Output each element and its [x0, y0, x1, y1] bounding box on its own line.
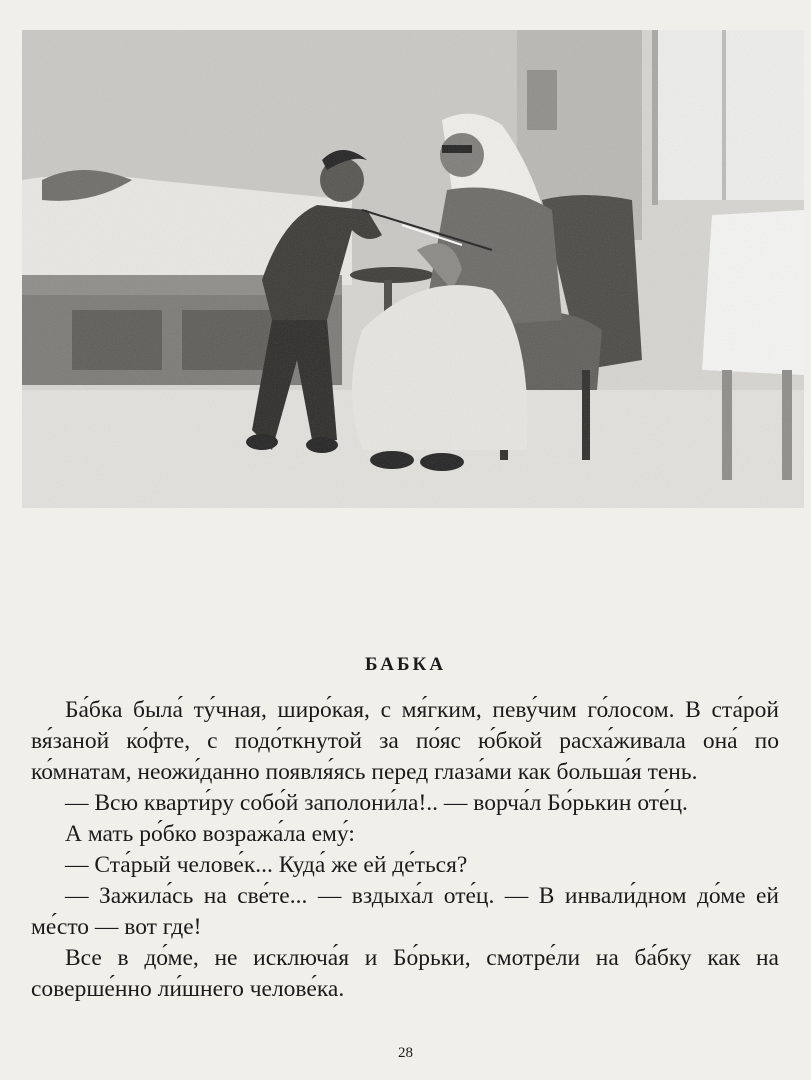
paragraph-2: — Всю кварти́ру собо́й заполони́ла!.. — ворча́л Бо́рькин оте́ц.: [65, 790, 688, 816]
story-title: БАБКА: [364, 654, 447, 675]
illustration-boy-and-grandmother: [22, 30, 804, 508]
paragraph-4: — Ста́рый челове́к... Куда́ же ей де́ться?: [65, 852, 468, 878]
page-number: 28: [398, 1045, 413, 1061]
paragraph-6: Все в до́ме, не исключа́я и Бо́рьки, смотре́ли на ба́бку как на соверше́нно ли́шнего челове́ка.: [31, 945, 779, 1002]
paragraph-5: — Зажила́сь на све́те... — вздыха́л оте́ц. — В инвали́дном до́ме ей ме́сто — вот где!: [31, 883, 779, 940]
story-text: [31, 695, 779, 1005]
paragraph-1: Ба́бка была́ ту́чная, широ́кая, с мя́гким, певу́чим го́лосом. В ста́рой вя́заной ко́фте, с подо́ткнутой за по́яс ю́бкой расха́живала она́ по ко́мнатам, неожи́данно появля́ясь перед глаза́ми как больша́я тень.: [31, 697, 779, 785]
paragraph-3: А мать ро́бко возража́ла ему́:: [65, 821, 355, 847]
